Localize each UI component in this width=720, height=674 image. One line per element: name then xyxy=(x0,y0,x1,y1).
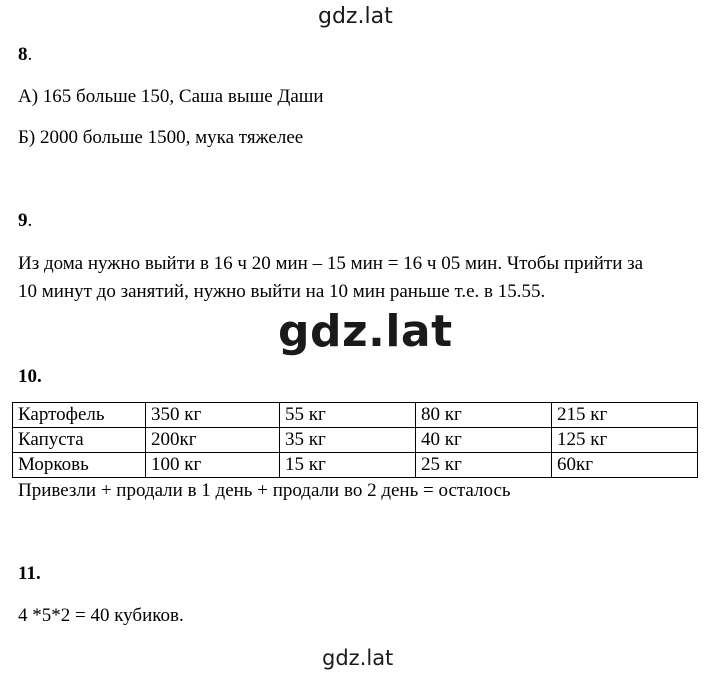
watermark-center: gdz.lat xyxy=(278,306,453,357)
table-row xyxy=(13,428,698,453)
task-8-number-suffix: . xyxy=(27,44,33,65)
table-cell: Морковь xyxy=(13,453,146,478)
task-9-line-1: Из дома нужно выйти в 16 ч 20 мин – 15 мин = 16 ч 05 мин. Чтобы прийти за xyxy=(18,253,644,274)
table-cell: 60кг xyxy=(552,453,698,478)
table-cell: 215 кг xyxy=(552,403,698,428)
task-9-line-2: 10 минут до занятий, нужно выйти на 10 мин раньше т.е. в 15.55. xyxy=(18,281,546,302)
table-cell: 55 кг xyxy=(280,403,416,428)
table-cell: Картофель xyxy=(13,403,146,428)
table-cell: 200кг xyxy=(146,428,280,453)
task-11-number: 11. xyxy=(18,563,41,584)
task-9-heading xyxy=(18,210,32,232)
watermark-top: gdz.lat xyxy=(318,4,393,29)
table-cell: 100 кг xyxy=(146,453,280,478)
task-10-number: 10. xyxy=(18,366,42,387)
task-8-answer-a: А) 165 больше 150, Саша выше Даши xyxy=(18,86,324,107)
table-row xyxy=(13,403,698,428)
table-cell: 80 кг xyxy=(416,403,552,428)
task-8-answer-b: Б) 2000 больше 1500, мука тяжелее xyxy=(18,127,304,148)
table-cell: 125 кг xyxy=(552,428,698,453)
table-cell: 40 кг xyxy=(416,428,552,453)
table-cell: 350 кг xyxy=(146,403,280,428)
table-cell: 35 кг xyxy=(280,428,416,453)
task-11-answer: 4 *5*2 = 40 кубиков. xyxy=(18,605,184,626)
task-8-number: 8 xyxy=(18,44,28,65)
table-cell: 15 кг xyxy=(280,453,416,478)
task-9-number: 9 xyxy=(18,210,28,231)
table-cell: 25 кг xyxy=(416,453,552,478)
table-cell: Капуста xyxy=(13,428,146,453)
watermark-bottom: gdz.lat xyxy=(322,646,394,670)
task-8-heading xyxy=(18,44,32,66)
task-9-number-suffix: . xyxy=(27,210,33,231)
task-10-formula: Привезли + продали в 1 день + продали во 2 день = осталось xyxy=(18,480,511,501)
vegetable-table xyxy=(12,402,698,478)
table-row xyxy=(13,453,698,478)
